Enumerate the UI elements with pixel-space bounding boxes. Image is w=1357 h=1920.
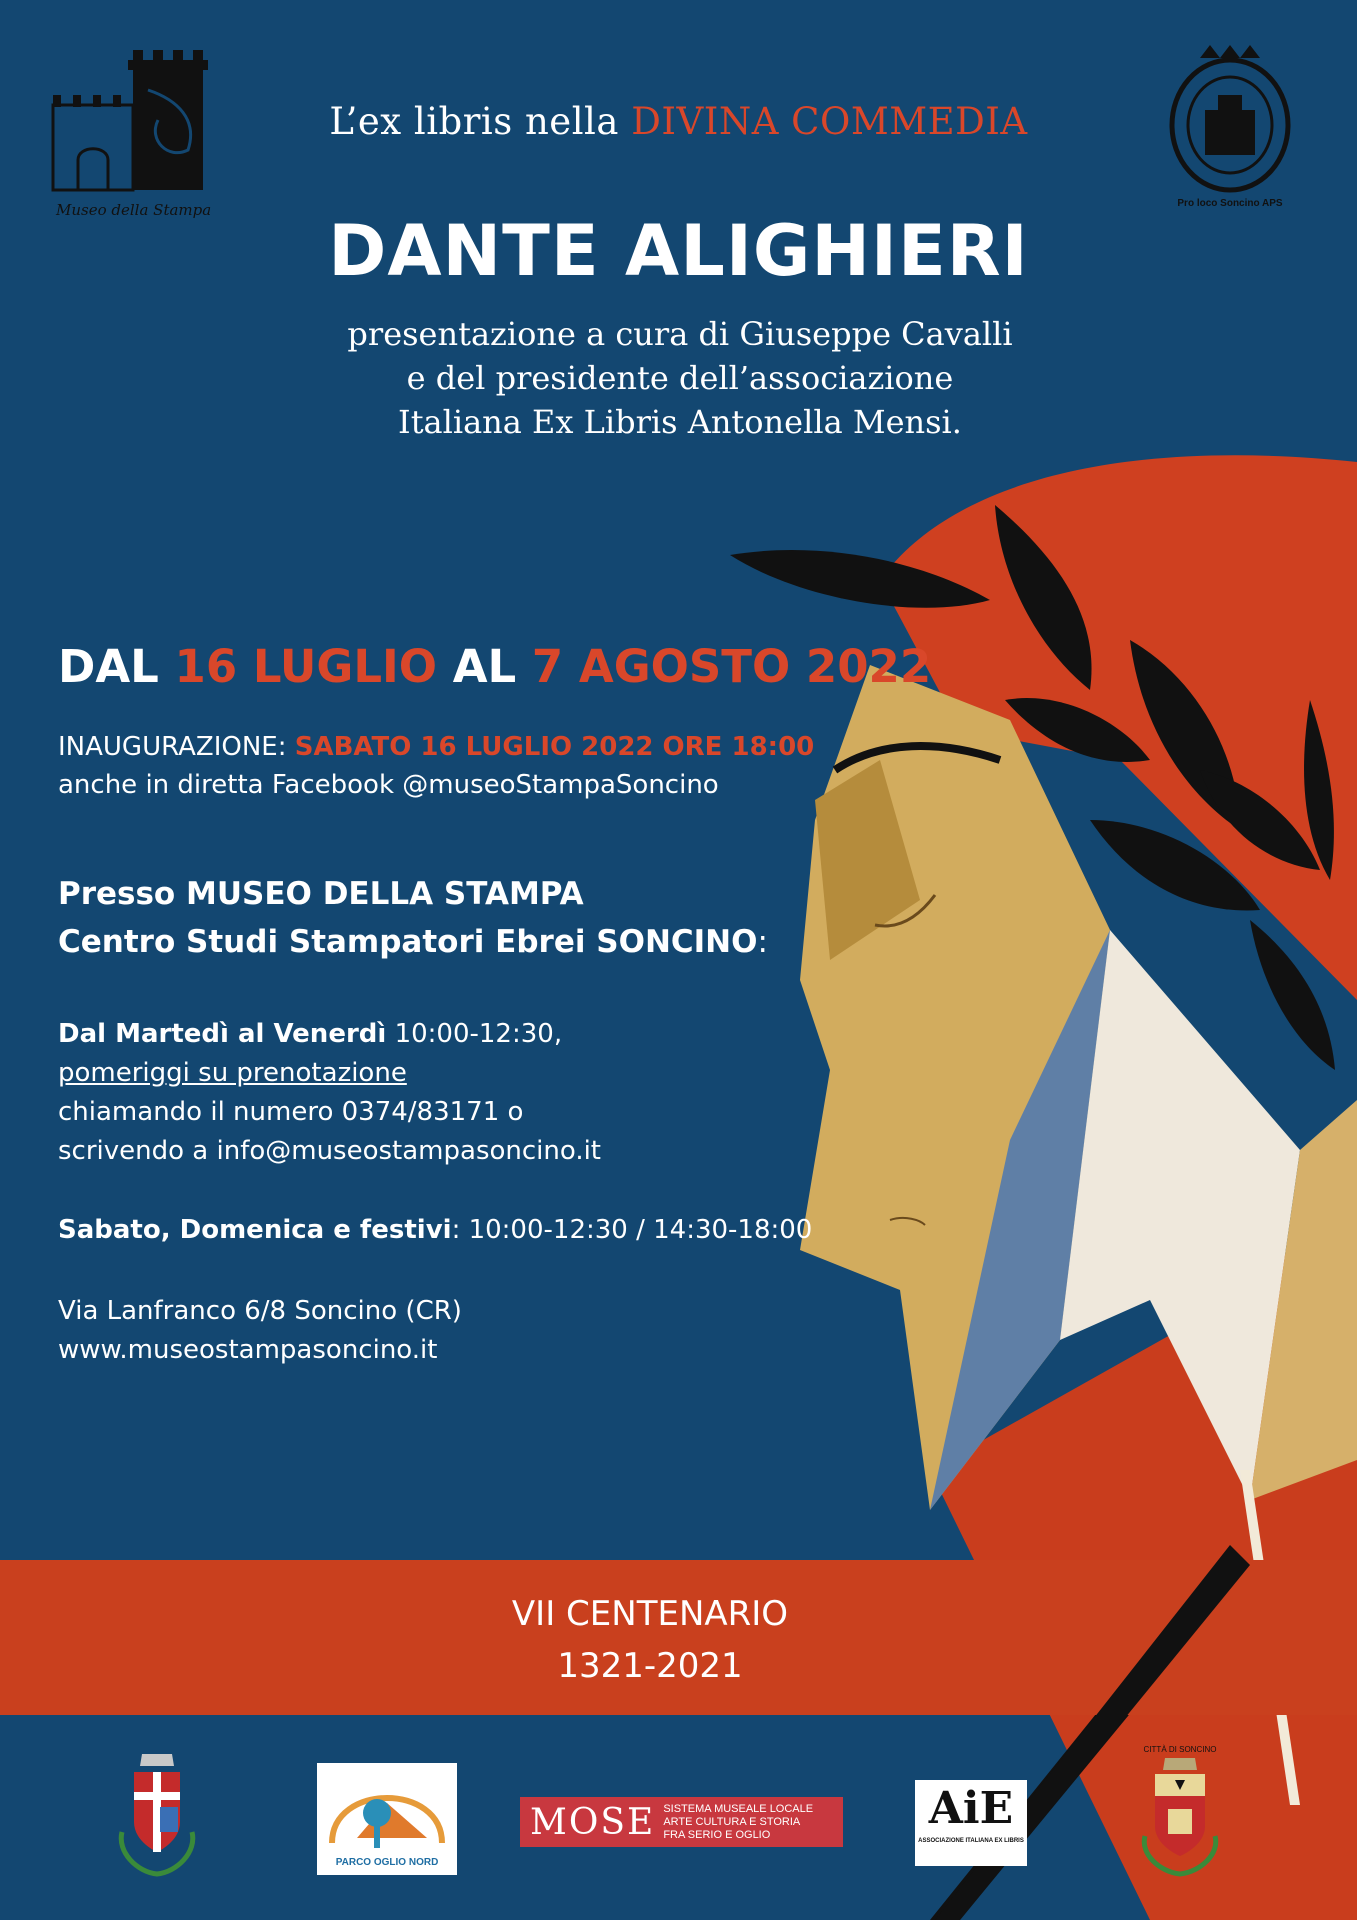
street-address: Via Lanfranco 6/8 Soncino (CR) bbox=[58, 1296, 462, 1326]
address-info bbox=[58, 1292, 462, 1370]
venue-line-2 bbox=[58, 918, 768, 966]
venue-line-1: Presso MUSEO DELLA STAMPA bbox=[58, 876, 584, 912]
afternoon-booking: pomeriggi su prenotazione bbox=[58, 1058, 407, 1088]
aie-brand: AiE bbox=[928, 1783, 1014, 1834]
aie-description: ASSOCIAZIONE ITALIANA EX LIBRIS bbox=[918, 1838, 1024, 1844]
proloco-logo-caption: Pro loco Soncino APS bbox=[1177, 198, 1283, 209]
parco-oglio-nord-logo bbox=[317, 1763, 457, 1875]
subtitle-highlight: DIVINA COMMEDIA bbox=[631, 100, 1028, 143]
phone-line: chiamando il numero 0374/83171 o bbox=[58, 1097, 524, 1127]
presenters-text bbox=[320, 312, 1040, 444]
municipality-crest-left bbox=[112, 1752, 202, 1882]
inauguration-line bbox=[58, 728, 814, 766]
dates-from-label: DAL bbox=[58, 640, 175, 693]
aie-logo bbox=[915, 1780, 1027, 1866]
coat-of-arms-icon bbox=[1135, 1754, 1225, 1882]
centenary-text bbox=[0, 1588, 1300, 1692]
parco-icon bbox=[317, 1763, 457, 1853]
presenters-line: e del presidente dell’associazione bbox=[406, 359, 954, 397]
parco-name: PARCO OGLIO NORD bbox=[335, 1857, 439, 1868]
presenters-line: Italiana Ex Libris Antonella Mensi. bbox=[398, 403, 962, 441]
venue-name: Centro Studi Stampatori Ebrei SONCINO bbox=[58, 924, 758, 960]
mose-brand: MOSE bbox=[530, 1801, 656, 1843]
facebook-live-text: anche in diretta Facebook @museoStampaSoncino bbox=[58, 770, 719, 800]
email-line: scrivendo a info@museostampasoncino.it bbox=[58, 1136, 602, 1166]
subtitle-prefix: L’ex libris nella bbox=[329, 100, 632, 143]
weekday-label: Dal Martedì al Venerdì bbox=[58, 1019, 387, 1049]
presenters-line: presentazione a cura di Giuseppe Cavalli bbox=[347, 315, 1013, 353]
inauguration-value: SABATO 16 LUGLIO 2022 ORE 18:00 bbox=[294, 732, 815, 762]
exhibition-subtitle bbox=[0, 100, 1357, 143]
inauguration-info bbox=[58, 728, 814, 804]
weekend-value: : 10:00-12:30 / 14:30-18:00 bbox=[451, 1215, 813, 1245]
mose-logo bbox=[520, 1797, 843, 1847]
museo-logo-caption: Museo della Stampa bbox=[56, 201, 212, 219]
mose-desc-line: SISTEMA MUSEALE LOCALE bbox=[663, 1802, 814, 1815]
weekday-value: 10:00-12:30, bbox=[386, 1019, 563, 1049]
soncino-caption: CITTÀ DI SONCINO bbox=[1143, 1745, 1217, 1754]
inauguration-label: INAUGURAZIONE: bbox=[58, 732, 295, 762]
centenary-line-1: VII CENTENARIO bbox=[511, 1594, 789, 1634]
mose-desc-line: ARTE CULTURA E STORIA bbox=[663, 1815, 801, 1828]
centenary-line-2: 1321-2021 bbox=[557, 1646, 743, 1686]
mose-description bbox=[663, 1803, 813, 1842]
venue-info bbox=[58, 870, 768, 966]
dates-to: 7 AGOSTO 2022 bbox=[531, 640, 932, 693]
venue-colon: : bbox=[757, 924, 768, 960]
opening-hours bbox=[58, 1015, 601, 1171]
dates-to-label: AL bbox=[437, 640, 532, 693]
mose-desc-line: FRA SERIO E OGLIO bbox=[663, 1828, 771, 1841]
soncino-crest-right bbox=[1135, 1745, 1225, 1885]
coat-of-arms-icon bbox=[112, 1752, 202, 1882]
weekend-label: Sabato, Domenica e festivi bbox=[58, 1215, 452, 1245]
exhibition-dates bbox=[58, 640, 931, 693]
weekday-hours bbox=[58, 1015, 601, 1054]
dates-from: 16 LUGLIO bbox=[174, 640, 438, 693]
main-title: DANTE ALIGHIERI bbox=[328, 210, 1029, 292]
weekend-hours bbox=[58, 1215, 812, 1245]
website: www.museostampasoncino.it bbox=[58, 1335, 438, 1365]
